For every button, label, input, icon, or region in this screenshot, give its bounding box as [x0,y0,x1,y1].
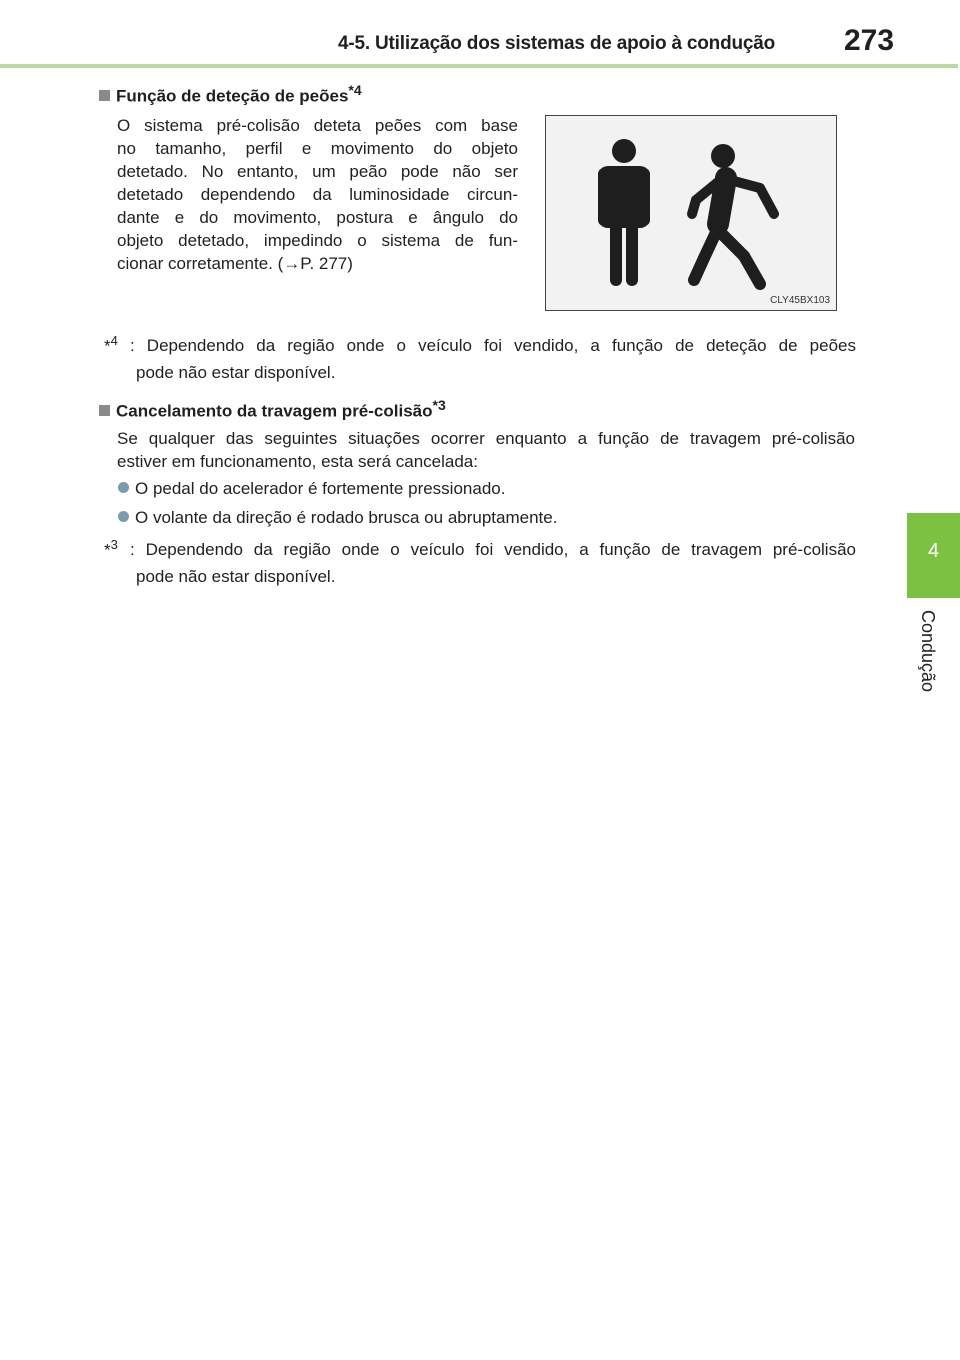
heading-text: Cancelamento da travagem pré-colisão [116,401,433,421]
paragraph-line: dante e do movimento, postura e ângulo do [117,208,518,227]
illustration-code: CLY45BX103 [770,295,830,306]
walking-pedestrian-icon [692,144,774,284]
header-rule [0,64,958,68]
footnote-line: pode não estar disponível. [136,567,336,586]
list-item: O volante da direção é rodado brusca ou abruptamente. [118,508,557,528]
round-bullet-icon [118,511,129,522]
section-heading-pedestrian [99,82,362,107]
paragraph-line: objeto detetado, impedindo o sistema de fun- [117,231,518,250]
page-number: 273 [844,24,895,57]
pedestrians-figure [546,116,836,310]
page-reference-link[interactable]: P. 277) [300,254,353,273]
square-bullet-icon [99,90,110,101]
cancel-paragraph [117,427,855,473]
paragraph-line: O sistema pré-colisão deteta peões com base [117,116,518,135]
footnote-line: : Dependendo da região onde o veículo foi vendido, a função de travagem pré-colisão [130,540,856,559]
paragraph-line: detetado. No entanto, um peão pode não ser [117,162,518,181]
section-title: 4-5. Utilização dos sistemas de apoio à condução [338,33,776,54]
heading-text: Função de deteção de peões [116,86,349,106]
arrow-icon: → [283,254,301,273]
footnote-4 [104,332,856,386]
pedestrian-paragraph [117,114,518,275]
chapter-label [902,610,942,710]
paragraph-line: cionar corretamente. (→P. 277) [117,254,353,273]
chapter-number: 4 [927,540,940,562]
section-heading-cancel [99,397,446,422]
standing-pedestrian-icon [598,139,650,286]
square-bullet-icon [99,405,110,416]
footnote-marker: *$^3$ [104,537,118,560]
paragraph-line: estiver em funcionamento, esta será cancelada: [117,452,478,471]
paragraph-line: Se qualquer das seguintes situações ocorrer enquanto a função de travagem pré-colisão [117,429,855,448]
pedestrian-illustration [545,115,837,311]
footnote-line: : Dependendo da região onde o veículo foi vendido, a função de deteção de peões [130,336,856,355]
list-item: O pedal do acelerador é fortemente pressionado. [118,479,505,499]
footnote-marker: *$^4$ [104,333,118,356]
paragraph-line: detetado dependendo da luminosidade circun- [117,185,518,204]
round-bullet-icon [118,482,129,493]
footnote-3 [104,536,856,590]
footnote-line: pode não estar disponível. [136,363,336,382]
heading-ref: *3 [432,397,446,413]
paragraph-line: no tamanho, perfil e movimento do objeto [117,139,518,158]
chapter-label-text: Condução [918,610,938,693]
heading-ref: *4 [348,82,362,98]
